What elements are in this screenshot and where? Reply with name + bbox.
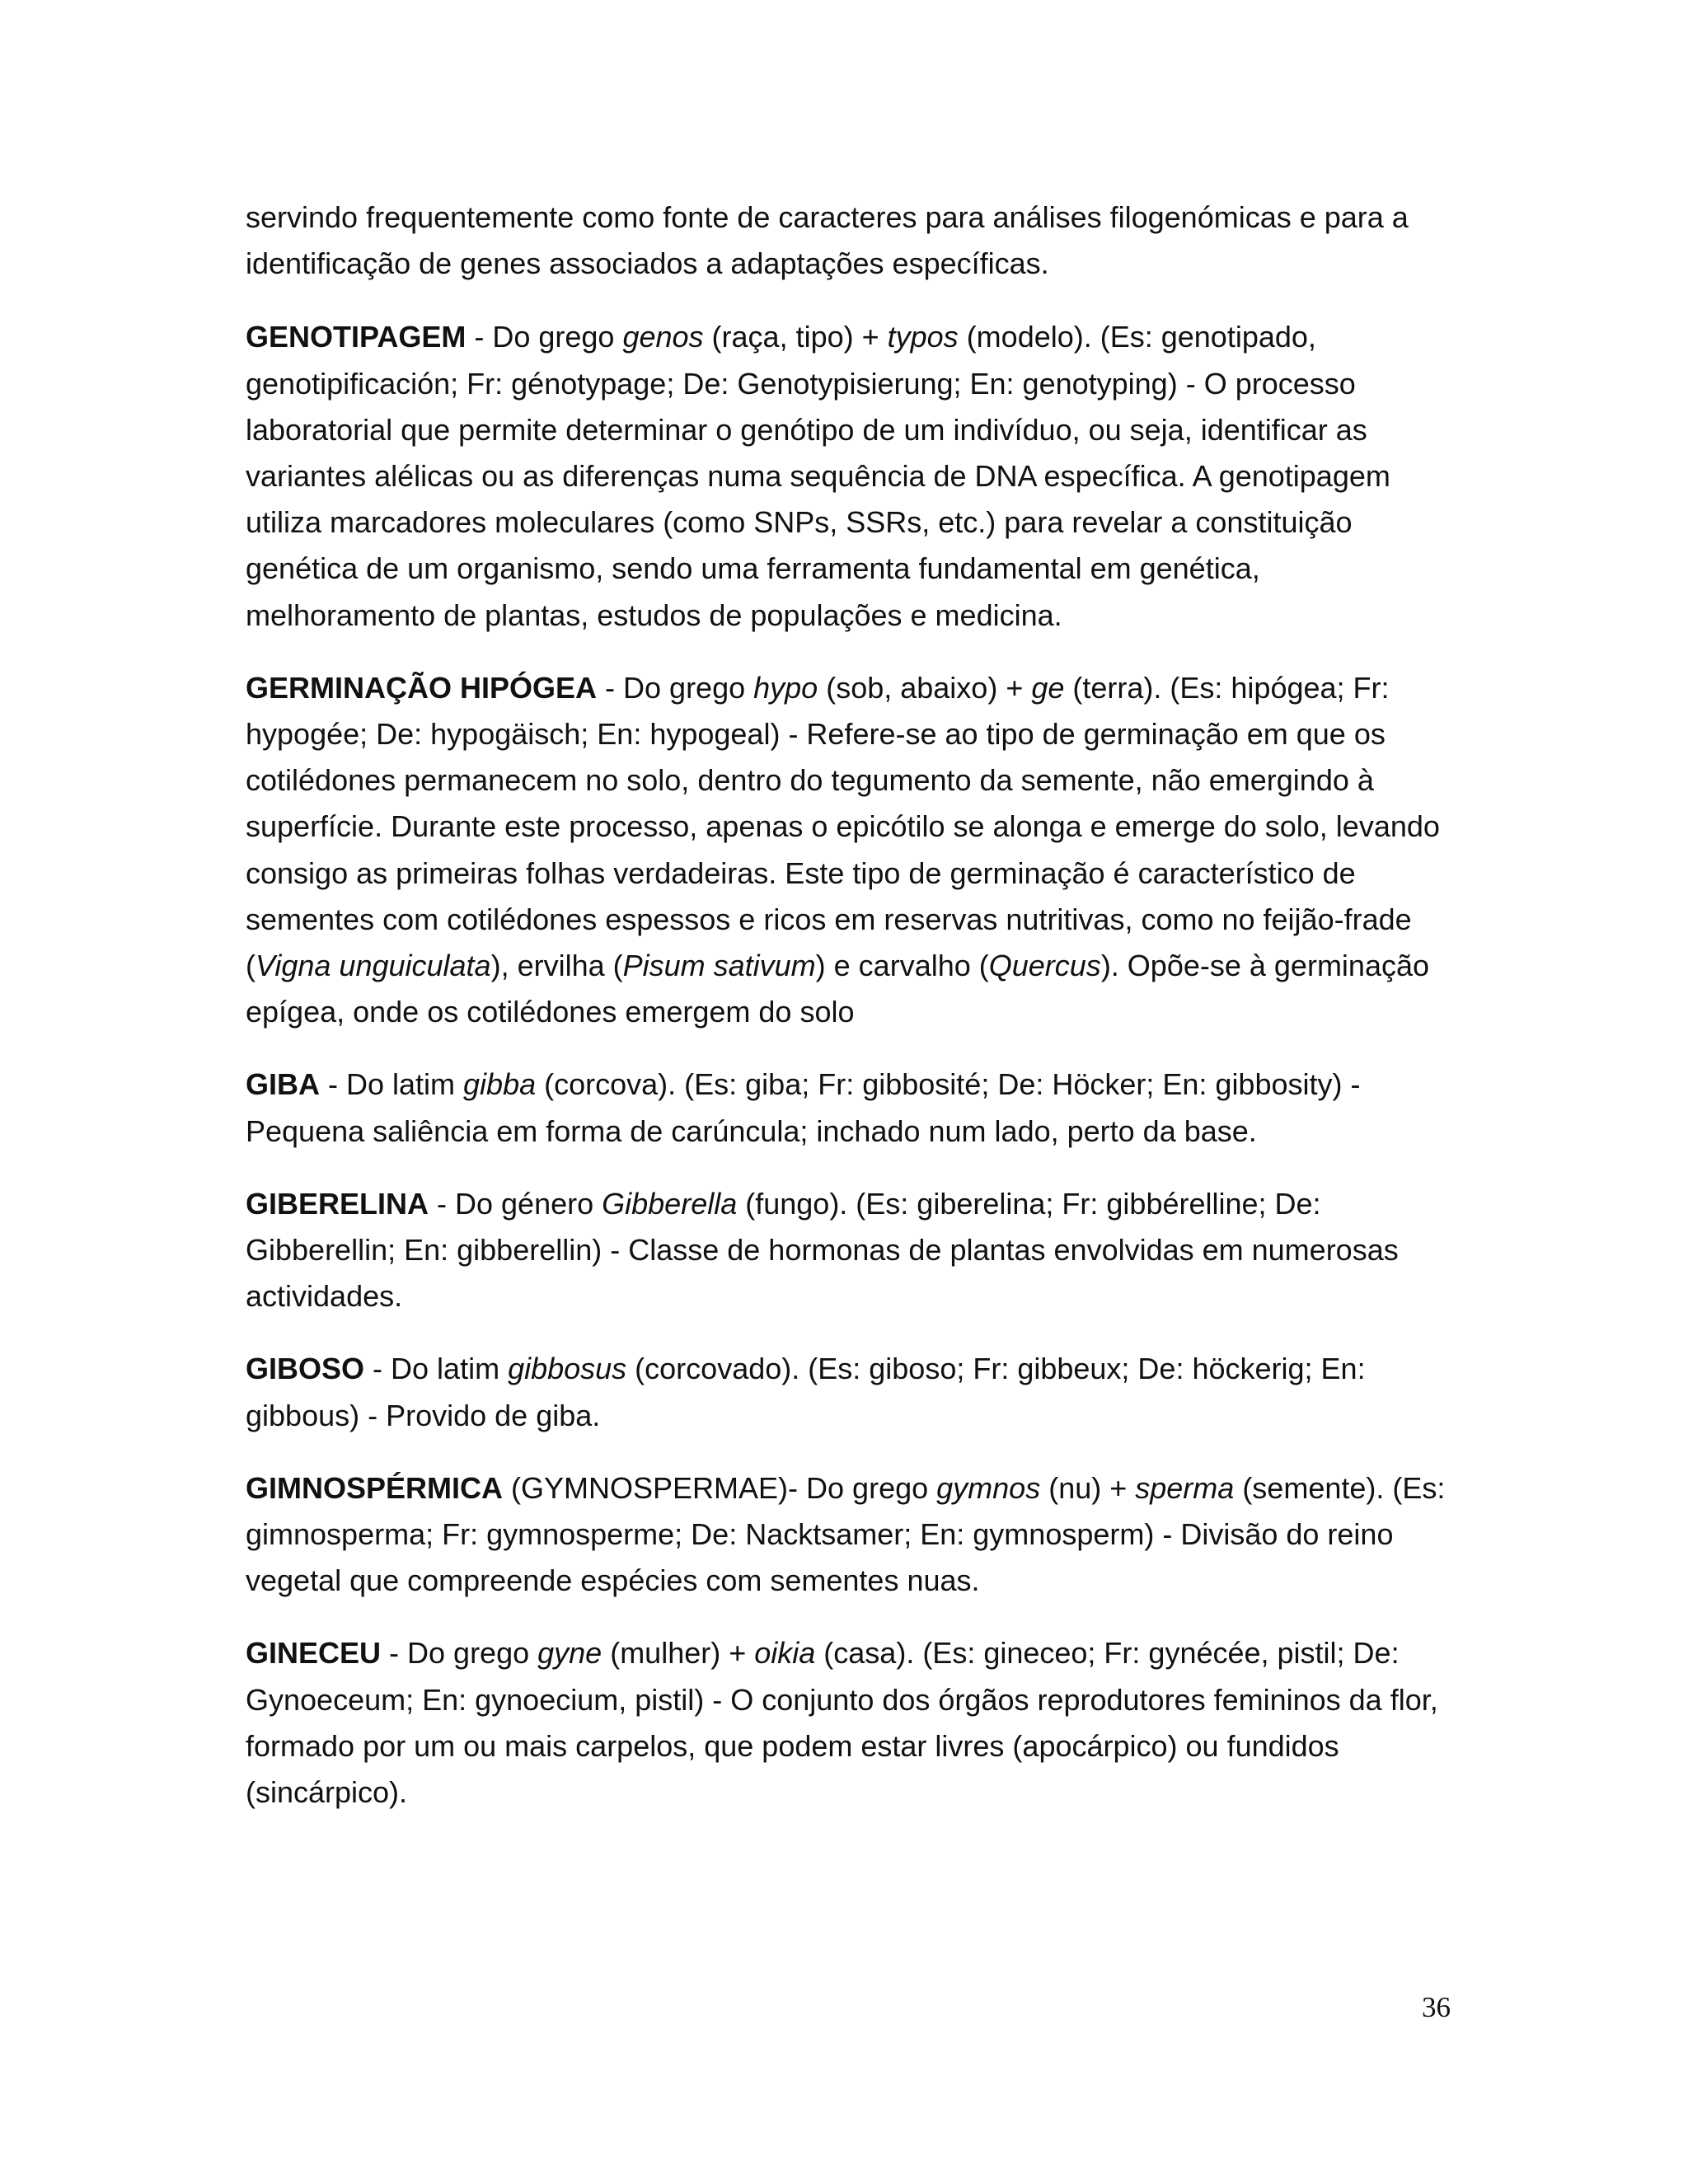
entry-term: GENOTIPAGEM: [246, 320, 467, 354]
page-number: 36: [1422, 1991, 1451, 2023]
entry-text: (modelo). (Es: genotipado, genotipificación; Fr: génotypage; De: Genotypisierung; En: genotyping) - O processo laboratorial que permite determinar o genótipo de um indivíduo, ou seja, identificar as variantes alélicas ou as diferenças numa sequência de DNA específica. A genotipagem utiliza marcadores moleculares (como SNPs, SSRs, etc.) para revelar a constituição genética de um organismo, sendo uma ferramenta fundamental em genética, melhoramento de plantas, estudos de populações e medicina.: [246, 320, 1390, 632]
entry-term: GIBOSO: [246, 1352, 365, 1386]
glossary-entry-genotipagem: [246, 314, 1449, 638]
entry-etymon: ge: [1031, 670, 1065, 705]
glossary-entry-gineceu: [246, 1630, 1449, 1816]
entry-term: GIMNOSPÉRMICA: [246, 1470, 504, 1505]
glossary-entry-gimnospermica: [246, 1465, 1449, 1605]
entry-text: (raça, tipo) +: [703, 320, 888, 354]
entry-text: (fungo). (Es: giberelina; Fr: gibbérelline; De: Gibberellin; En: gibberellin) - Classe de hormonas de plantas envolvidas em numerosas actividades.: [246, 1186, 1399, 1314]
entry-text: ), ervilha (: [490, 949, 623, 983]
glossary-entry-continuation: [246, 194, 1449, 287]
species-name: Pisum sativum: [622, 949, 816, 983]
entry-text: (nu) +: [1040, 1470, 1136, 1505]
entry-etymon: sperma: [1135, 1470, 1235, 1505]
entry-text: servindo frequentemente como fonte de caracteres para análises filogenómicas e para a identificação de genes associados a adaptações específicas.: [246, 200, 1409, 281]
entry-text: (sob, abaixo) +: [818, 670, 1032, 705]
entry-text: - Do grego: [381, 1636, 538, 1671]
entry-etymon: Gibberella: [602, 1186, 738, 1221]
glossary-body: [246, 194, 1449, 1842]
species-name: Vigna unguiculata: [256, 949, 491, 983]
entry-text: (casa). (Es: gineceo; Fr: gynécée, pistil; De: Gynoeceum; En: gynoecium, pistil) - O conjunto dos órgãos reprodutores femininos da flor, formado por um ou mais carpelos, que podem estar livres (apocárpico) ou fundidos (sincárpico).: [246, 1636, 1438, 1810]
species-name: Quercus: [988, 949, 1101, 983]
entry-text: (corcovado). (Es: giboso; Fr: gibbeux; De: höckerig; En: gibbous) - Provido de giba.: [246, 1352, 1366, 1432]
entry-text: (semente). (Es: gimnosperma; Fr: gymnosperme; De: Nacktsamer; En: gymnosperm) - Divisão do reino vegetal que compreende espécies com sementes nuas.: [246, 1470, 1446, 1598]
entry-text: - Do grego: [597, 670, 754, 705]
entry-text: ) e carvalho (: [815, 949, 989, 983]
entry-etymon: gyne: [537, 1636, 603, 1671]
entry-text: - Do grego: [466, 320, 623, 354]
entry-etymon: oikia: [754, 1636, 816, 1671]
entry-text: - Do latim: [320, 1067, 464, 1102]
entry-text: (corcova). (Es: giba; Fr: gibbosité; De: Höcker; En: gibbosity) - Pequena saliência em forma de carúncula; inchado num lado, perto da base.: [246, 1067, 1361, 1148]
glossary-entry-giboso: [246, 1346, 1449, 1438]
entry-term: GIBERELINA: [246, 1186, 429, 1221]
entry-term: GINECEU: [246, 1636, 382, 1671]
entry-text: (terra). (Es: hipógea; Fr: hypogée; De: hypogäisch; En: hypogeal) - Refere-se ao tipo de germinação em que os cotilédones permanecem no solo, dentro do tegumento da semente, não emergindo à superfície. Durante este processo, apenas o epicótilo se alonga e emerge do solo, levando consigo as primeiras folhas verdadeiras. Este tipo de germinação é característico de sementes com cotilédones espessos e ricos em reservas nutritivas, como no feijão-frade (: [246, 670, 1440, 983]
entry-etymon: genos: [622, 320, 704, 354]
entry-etymon: hypo: [753, 670, 818, 705]
entry-etymon: gibba: [463, 1067, 537, 1102]
entry-term: GERMINAÇÃO HIPÓGEA: [246, 670, 598, 705]
glossary-entry-giberelina: [246, 1181, 1449, 1320]
entry-term: GIBA: [246, 1067, 320, 1102]
entry-etymon: gymnos: [936, 1470, 1041, 1505]
entry-text: (mulher) +: [602, 1636, 755, 1671]
entry-text: (GYMNOSPERMAE)- Do grego: [503, 1470, 937, 1505]
glossary-entry-giba: [246, 1062, 1449, 1154]
entry-text: - Do género: [429, 1186, 603, 1221]
entry-etymon: gibbosus: [508, 1352, 627, 1386]
entry-text: - Do latim: [364, 1352, 509, 1386]
glossary-entry-germinacao-hipogea: [246, 665, 1449, 1036]
entry-text: ). Opõe-se à germinação epígea, onde os cotilédones emergem do solo: [246, 949, 1430, 1029]
entry-etymon: typos: [887, 320, 959, 354]
